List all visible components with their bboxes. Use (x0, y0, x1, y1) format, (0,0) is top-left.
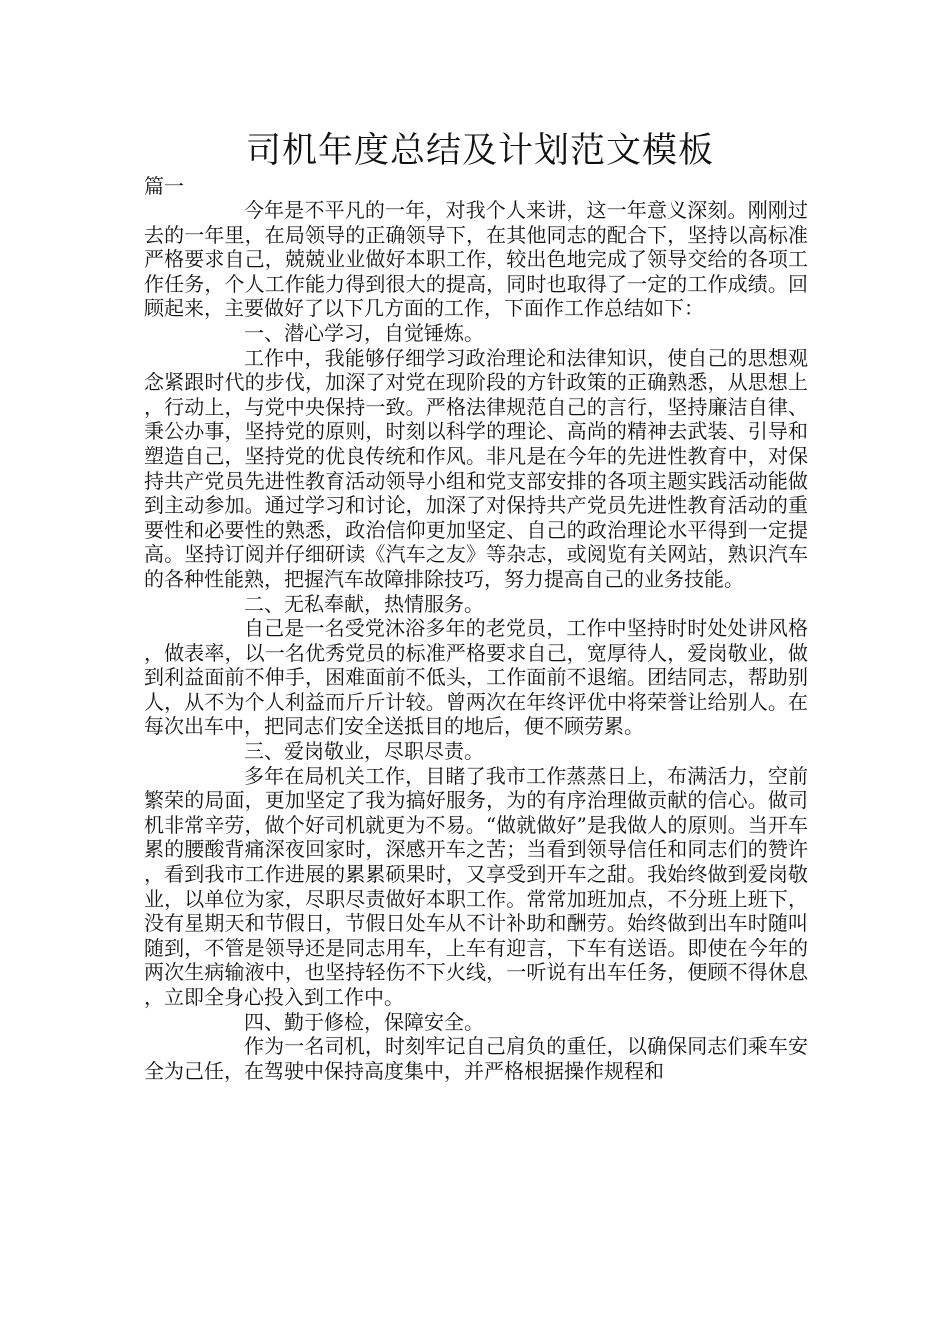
document-page (144, 128, 808, 1083)
paragraph-service: 自己是一名受党沐浴多年的老党员，工作中坚持时时处处讲风格，做表率，以一名优秀党员的标准严格要求自己，宽厚待人，爱岗敬业，做到利益面前不伸手，困难面前不低头，工作面前不退缩。团结同志，帮助别人，从不为个人利益而斤斤计较。曾两次在年终评优中将荣誉让给别人。在每次出车中，把同志们安全送抵目的地后，便不顾劳累。 (144, 616, 808, 739)
section-label: 篇一 (144, 174, 184, 198)
heading-service: 二、无私奉献，热情服务。 (244, 591, 484, 616)
paragraph-dedication: 多年在局机关工作，目睹了我市工作蒸蒸日上，布满活力，空前繁荣的局面，更加坚定了我为搞好服务，为的有序治理做贡献的信心。做司机非常辛劳，做个好司机就更为不易。“做就做好”是我做人的原则。当开车累的腰酸背痛深夜回家时，深感开车之苦；当看到领导信任和同志们的赞许，看到我市工作进展的累累硕果时，又享受到开车之甜。我始终做到爱岗敬业，以单位为家，尽职尽责做好本职工作。常常加班加点，不分班上班下，没有星期天和节假日，节假日处车从不计补助和酬劳。始终做到出车时随叫随到，不管是领导还是同志用车，上车有迎言，下车有送语。即使在今年的两次生病输液中，也坚持轻伤不下火线，一听说有出车任务，便顾不得休息，立即全身心投入到工作中。 (144, 763, 808, 1009)
paragraph-intro: 今年是不平凡的一年，对我个人来讲，这一年意义深刻。刚刚过去的一年里，在局领导的正确领导下，在其他同志的配合下，坚持以高标准严格要求自己，兢兢业业做好本职工作，较出色地完成了领导交给的各项工作任务，个人工作能力得到很大的提高，同时也取得了一定的工作成绩。回顾起来，主要做好了以下几方面的工作，下面作工作总结如下： (144, 198, 808, 321)
paragraph-study: 工作中，我能够仔细学习政治理论和法律知识，使自己的思想观念紧跟时代的步伐，加深了对党在现阶段的方针政策的正确熟悉，从思想上，行动上，与党中央保持一致。严格法律规范自己的言行，坚持廉洁自律、秉公办事，坚持党的原则，时刻以科学的理论、高尚的精神去武装、引导和塑造自己，坚持党的优良传统和作风。非凡是在今年的先进性教育中，对保持共产党员先进性教育活动领导小组和党支部安排的各项主题实践活动能做到主动参加。通过学习和讨论，加深了对保持共产党员先进性教育活动的重要性和必要性的熟悉，政治信仰更加坚定、自己的政治理论水平得到一定提高。坚持订阅并仔细研读《汽车之友》等杂志，或阅览有关网站，熟识汽车的各种性能熟，把握汽车故障排除技巧，努力提高自己的业务技能。 (144, 345, 808, 591)
paragraph-safety: 作为一名司机，时刻牢记自己肩负的重任，以确保同志们乘车安全为己任，在驾驶中保持高度集中，并严格根据操作规程和 (144, 1034, 808, 1083)
document-title: 司机年度总结及计划范文模板 (245, 131, 714, 171)
heading-dedication: 三、爱岗敬业，尽职尽责。 (244, 739, 484, 764)
heading-safety: 四、勤于修检，保障安全。 (244, 1009, 484, 1034)
heading-study: 一、潜心学习，自觉锤炼。 (244, 320, 484, 345)
